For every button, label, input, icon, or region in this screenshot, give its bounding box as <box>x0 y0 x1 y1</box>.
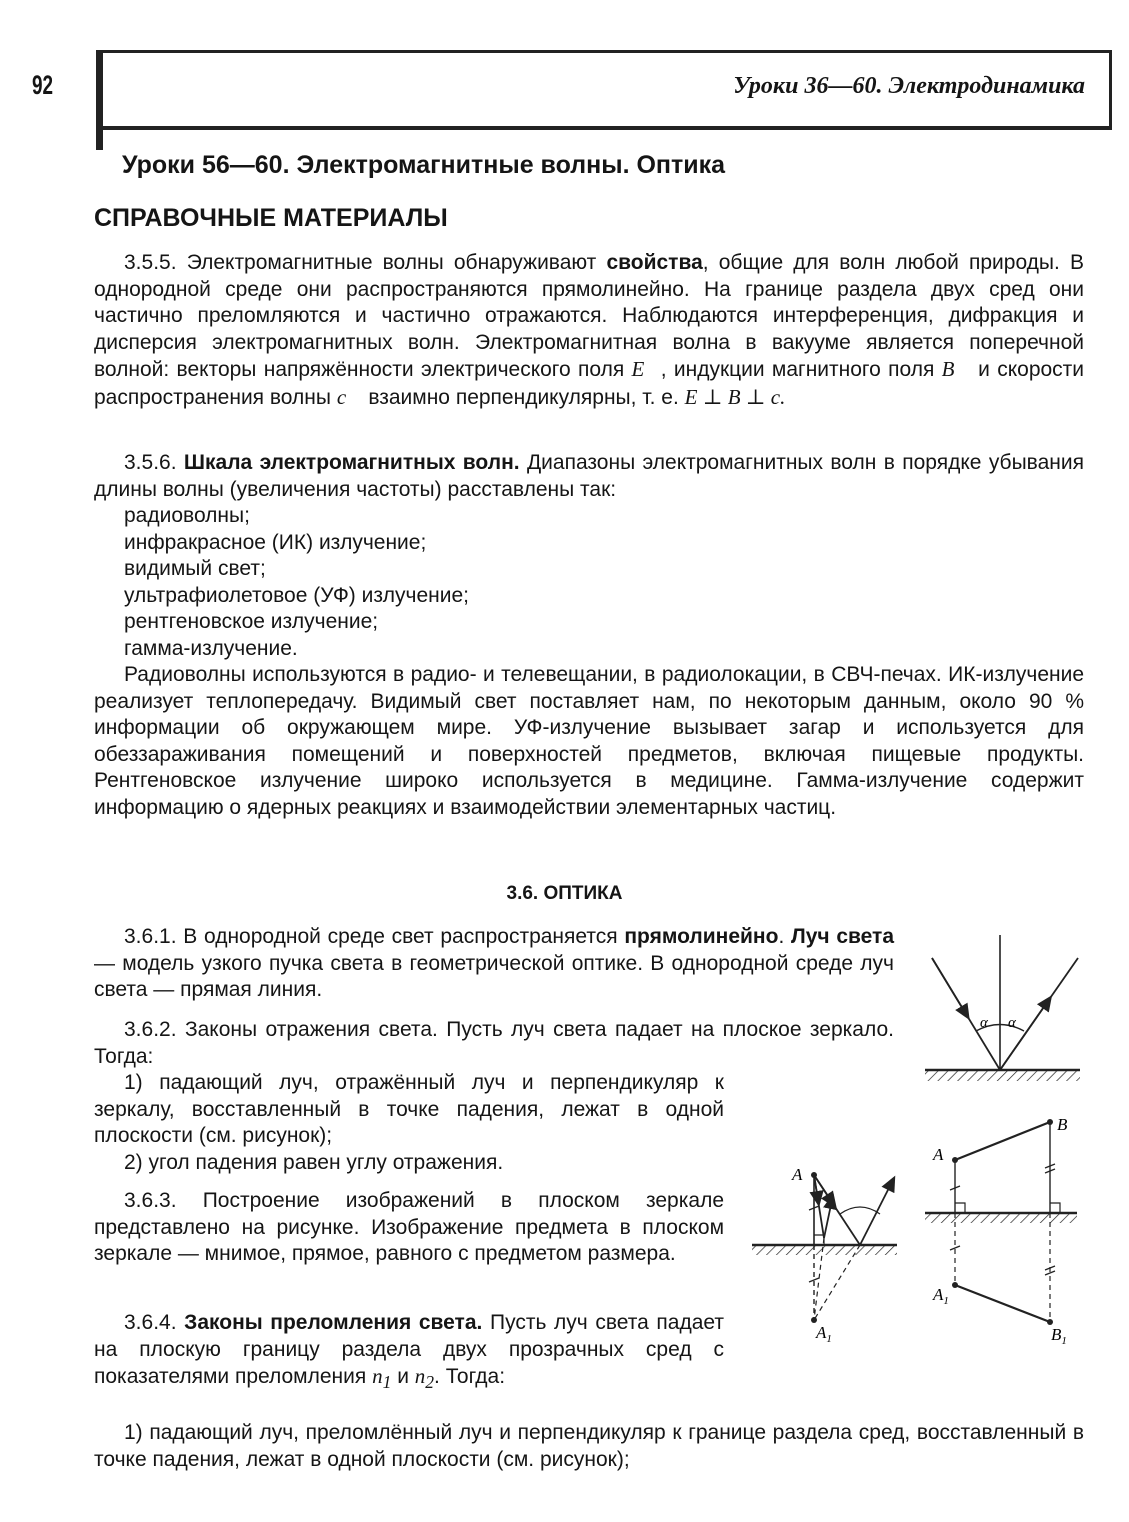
section-title-optics: 3.6. ОПТИКА <box>506 883 623 904</box>
wave-item: радиоволны; <box>124 504 250 527</box>
mirror-hatching <box>752 1246 897 1255</box>
paragraph-3-6-1 <box>94 924 894 1004</box>
p361-bold2: Луч света <box>791 925 895 948</box>
p364-text2: . Тогда: <box>434 1365 506 1388</box>
label-a: A <box>933 1145 944 1164</box>
paragraph-3-6-4 <box>94 1310 724 1396</box>
p364-num: 3.6.4. <box>124 1311 177 1334</box>
alpha-right-label: α <box>1008 1015 1016 1031</box>
paragraph-wave-uses: Радиоволны используются в радио- и телевещании, в радиолокации, в СВЧ-печах. ИК-излучение реализует теплопередачу. Видимый свет поставляет нам, по некоторым данным, около 90 % информации об окружающем мире. УФ-излучение вызывает загар и используется для обеззараживания помещений и поверхностей предметов, включая пищевые продукты. Рентгеновское излучение широко используется в медицине. Гамма-излучение содержит информацию о ядерных реакциях и взаимодействии элементарных частиц. <box>94 663 1084 819</box>
p364-and: и <box>397 1365 409 1388</box>
mirror-hatching <box>925 1071 1080 1081</box>
reflection-figure <box>920 930 1085 1090</box>
p356-num: 3.5.6. <box>124 451 177 474</box>
p361-text2: . <box>778 925 785 948</box>
wave-item: ультрафиолетовое (УФ) излучение; <box>124 583 469 607</box>
wave-item: рентгеновское излучение; <box>124 610 379 633</box>
running-title: Уроки 36—60. Электродинамика <box>733 73 1085 99</box>
p361-num: 3.6.1. <box>124 925 177 948</box>
p361-text3: — модель узкого пучка света в геометрической оптике. В однородной среде луч света — прямая линия. <box>94 951 894 1001</box>
label-a1: $A_1$ <box>816 1323 832 1345</box>
p364-bold: Законы преломления света. <box>184 1311 483 1334</box>
vector-c: c <box>336 384 363 409</box>
n1-symbol: $n_1$ <box>372 1364 392 1393</box>
p361-text1: В однородной среде свет распространяется <box>183 925 618 948</box>
paragraph-3-6-3: 3.6.3. Построение изображений в плоском зеркале представлено на рисунке. Изображение предмета в плоском зеркале — мнимое, прямое, равного с предметом размера. <box>94 1189 724 1265</box>
mirror-hatching <box>925 1214 1077 1223</box>
label-a: A <box>792 1165 803 1184</box>
p356-bold: Шкала электромагнитных волн. <box>183 451 520 474</box>
n2-symbol: $n_2$ <box>414 1364 435 1393</box>
p364-text1: Пусть луч света падает на плоскую границу раздела двух прозрачных сред с показателями преломления <box>94 1311 724 1388</box>
p355-text1: Электромагнитные волны обнаруживают <box>186 251 597 274</box>
wave-item: инфракрасное (ИК) излучение; <box>124 530 427 554</box>
label-b1: $B_1$ <box>1051 1325 1067 1347</box>
p355-text2: , общие для волн любой природы. В однородной среде они распространяются прямолинейно. На границе раздела двух сред они частично преломляются и частично отражаются. Наблюдаются интерференция, дифракция и дисперсия электромагнитных волн. Электромагнитная волна в вакууме является поперечной волной: векторы напряжённости электрического поля <box>94 251 1084 381</box>
p355-text5: взаимно перпендикулярны, т. е. <box>368 385 679 409</box>
label-b: B <box>1057 1115 1068 1134</box>
lessons-title: Уроки 56—60. Электромагнитные волны. Оптика <box>122 151 726 179</box>
label-a1: $A_1$ <box>933 1285 949 1307</box>
reflection-law-item: 2) угол падения равен углу отражения. <box>124 1150 504 1174</box>
p355-num: 3.5.5. <box>124 251 177 274</box>
p361-bold1: прямолинейно <box>624 925 779 948</box>
wave-item: гамма-излучение. <box>124 636 298 660</box>
paragraph-3-5-6 <box>94 450 1084 662</box>
paragraph-3-6-2: 3.6.2. Законы отражения света. Пусть луч света падает на плоское зеркало. Тогда: <box>94 1018 894 1068</box>
segment-image-figure <box>925 1110 1085 1350</box>
wave-item: видимый свет; <box>124 557 266 580</box>
segment-ab <box>955 1122 1050 1160</box>
p355-bold: свойства <box>606 251 703 274</box>
paragraph-3-5-5 <box>94 250 1084 411</box>
page-number: 92 <box>32 70 54 100</box>
vector-b: B <box>941 357 971 381</box>
reference-title: СПРАВОЧНЫЕ МАТЕРИАЛЫ <box>94 204 448 232</box>
reflection-laws-list <box>94 1070 724 1176</box>
p355-text4: и скорости распространения волны <box>94 358 1085 409</box>
point-image-figure <box>752 1160 912 1350</box>
reflection-law-item: 1) падающий луч, отражённый луч и перпендикуляр к зеркалу, восставленный в точке падения, лежат в одной плоскости (см. рисунок); <box>94 1071 724 1147</box>
alpha-left-label: α <box>980 1015 988 1031</box>
p356-text: Диапазоны электромагнитных волн в порядке убывания длины волны (увеличения частоты) расставлены так: <box>94 451 1084 501</box>
vector-e: E <box>631 357 661 381</box>
perpendicular-formula: E ⊥ B ⊥ c. <box>684 384 786 409</box>
refraction-law-item: 1) падающий луч, преломлённый луч и перпендикуляр к границе раздела сред, восставленный в точке падения, лежат в одной плоскости (см. рисунок); <box>94 1421 1084 1471</box>
segment-a1b1 <box>955 1285 1050 1322</box>
p355-text3: , индукции магнитного поля <box>660 358 935 381</box>
running-header <box>96 50 1112 130</box>
